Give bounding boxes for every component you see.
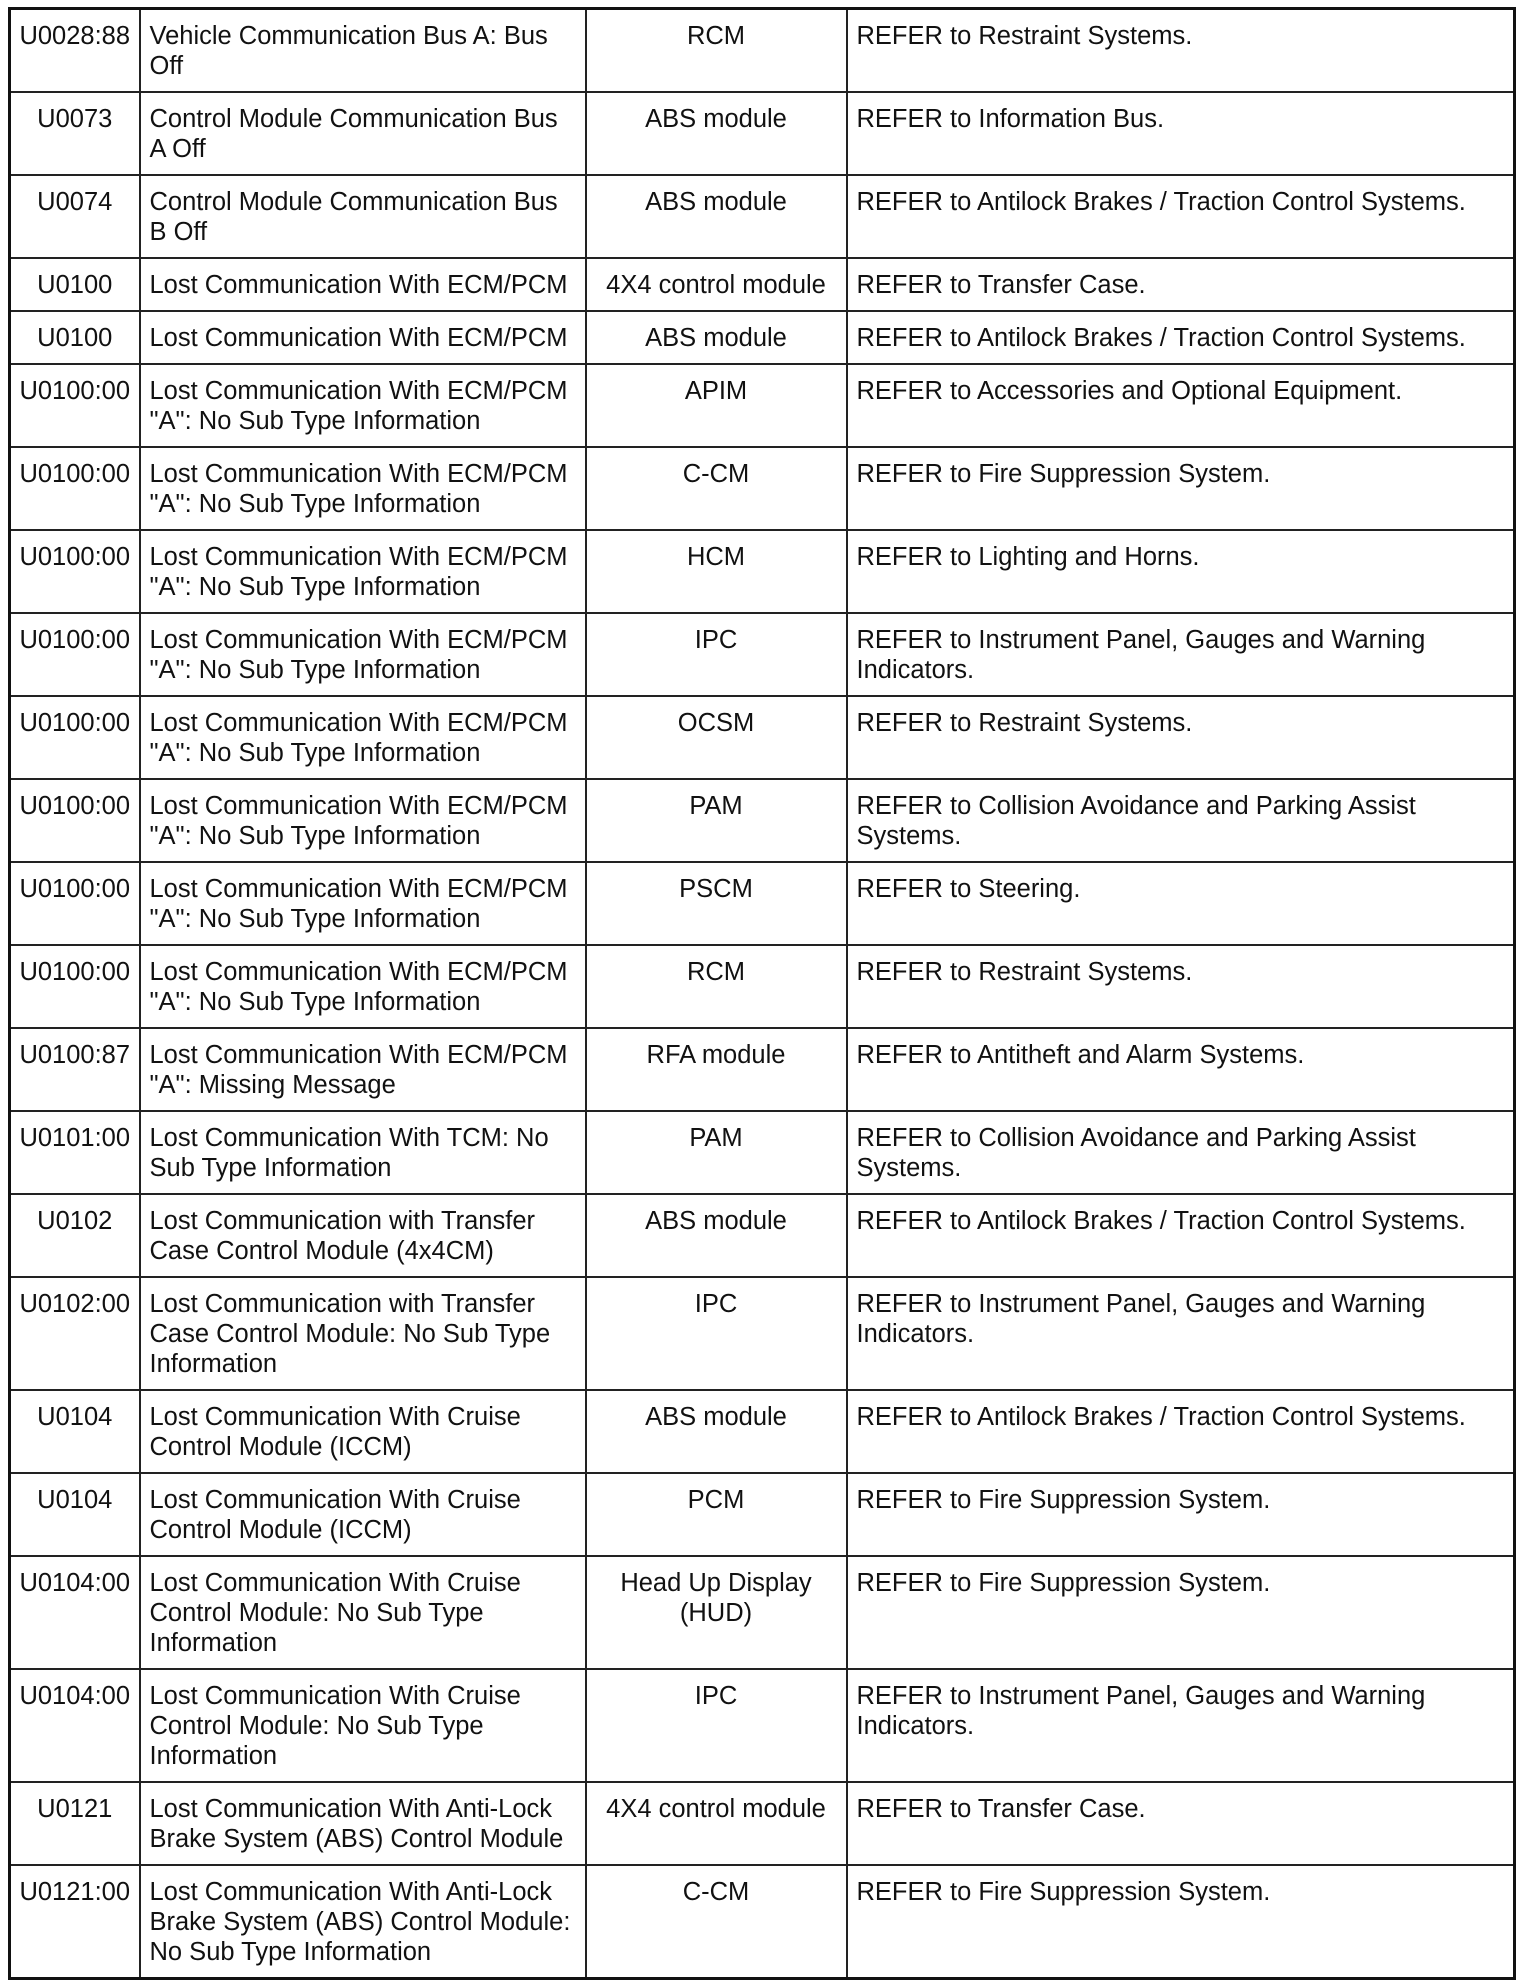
table-row xyxy=(10,1865,1515,1979)
dtc-code: U0100:00 xyxy=(10,696,140,779)
module-name: APIM xyxy=(586,364,847,447)
dtc-code: U0100 xyxy=(10,311,140,364)
table-row xyxy=(10,447,1515,530)
action-text: REFER to Collision Avoidance and Parking Assist Systems. xyxy=(847,779,1515,862)
module-name: 4X4 control module xyxy=(586,1782,847,1865)
action-text: REFER to Steering. xyxy=(847,862,1515,945)
dtc-code: U0100 xyxy=(10,258,140,311)
dtc-description: Lost Communication With Cruise Control Module (ICCM) xyxy=(140,1390,586,1473)
table-row xyxy=(10,258,1515,311)
dtc-description: Lost Communication With Cruise Control Module: No Sub Type Information xyxy=(140,1669,586,1782)
table-row xyxy=(10,1111,1515,1194)
dtc-code: U0100:00 xyxy=(10,364,140,447)
dtc-description: Lost Communication With ECM/PCM "A": No Sub Type Information xyxy=(140,779,586,862)
dtc-code: U0121 xyxy=(10,1782,140,1865)
table-row xyxy=(10,1028,1515,1111)
dtc-code: U0121:00 xyxy=(10,1865,140,1979)
module-name: PAM xyxy=(586,1111,847,1194)
action-text: REFER to Restraint Systems. xyxy=(847,696,1515,779)
action-text: REFER to Transfer Case. xyxy=(847,1782,1515,1865)
table-row xyxy=(10,364,1515,447)
module-name: HCM xyxy=(586,530,847,613)
table-row xyxy=(10,945,1515,1028)
action-text: REFER to Instrument Panel, Gauges and Warning Indicators. xyxy=(847,1277,1515,1390)
action-text: REFER to Fire Suppression System. xyxy=(847,447,1515,530)
module-name: ABS module xyxy=(586,92,847,175)
module-name: PSCM xyxy=(586,862,847,945)
dtc-code: U0100:00 xyxy=(10,862,140,945)
dtc-code: U0100:00 xyxy=(10,779,140,862)
table-row xyxy=(10,1556,1515,1669)
dtc-code: U0102 xyxy=(10,1194,140,1277)
action-text: REFER to Antilock Brakes / Traction Control Systems. xyxy=(847,175,1515,258)
dtc-description: Lost Communication With ECM/PCM "A": No Sub Type Information xyxy=(140,447,586,530)
table-row xyxy=(10,1194,1515,1277)
action-text: REFER to Fire Suppression System. xyxy=(847,1473,1515,1556)
module-name: Head Up Display (HUD) xyxy=(586,1556,847,1669)
table-row xyxy=(10,1782,1515,1865)
table-row xyxy=(10,311,1515,364)
dtc-description: Lost Communication With TCM: No Sub Type Information xyxy=(140,1111,586,1194)
dtc-description: Lost Communication With ECM/PCM xyxy=(140,258,586,311)
action-text: REFER to Instrument Panel, Gauges and Warning Indicators. xyxy=(847,1669,1515,1782)
dtc-code: U0104:00 xyxy=(10,1556,140,1669)
module-name: ABS module xyxy=(586,311,847,364)
dtc-description: Lost Communication With Cruise Control Module: No Sub Type Information xyxy=(140,1556,586,1669)
action-text: REFER to Fire Suppression System. xyxy=(847,1556,1515,1669)
table-row xyxy=(10,696,1515,779)
module-name: 4X4 control module xyxy=(586,258,847,311)
dtc-code: U0100:00 xyxy=(10,613,140,696)
table-row xyxy=(10,1473,1515,1556)
action-text: REFER to Antilock Brakes / Traction Control Systems. xyxy=(847,1194,1515,1277)
module-name: PCM xyxy=(586,1473,847,1556)
dtc-code: U0073 xyxy=(10,92,140,175)
table-row xyxy=(10,1669,1515,1782)
module-name: ABS module xyxy=(586,1390,847,1473)
table-row xyxy=(10,175,1515,258)
dtc-code: U0104 xyxy=(10,1390,140,1473)
dtc-description: Lost Communication With Cruise Control Module (ICCM) xyxy=(140,1473,586,1556)
dtc-description: Lost Communication With ECM/PCM "A": No Sub Type Information xyxy=(140,696,586,779)
dtc-description: Lost Communication With Anti-Lock Brake System (ABS) Control Module xyxy=(140,1782,586,1865)
dtc-description: Lost Communication with Transfer Case Control Module: No Sub Type Information xyxy=(140,1277,586,1390)
dtc-table xyxy=(8,7,1516,1980)
module-name: RCM xyxy=(586,945,847,1028)
module-name: ABS module xyxy=(586,1194,847,1277)
dtc-code: U0104 xyxy=(10,1473,140,1556)
module-name: IPC xyxy=(586,1669,847,1782)
table-row xyxy=(10,1390,1515,1473)
module-name: RCM xyxy=(586,9,847,93)
action-text: REFER to Antilock Brakes / Traction Control Systems. xyxy=(847,1390,1515,1473)
table-row xyxy=(10,862,1515,945)
action-text: REFER to Accessories and Optional Equipment. xyxy=(847,364,1515,447)
action-text: REFER to Instrument Panel, Gauges and Warning Indicators. xyxy=(847,613,1515,696)
module-name: OCSM xyxy=(586,696,847,779)
dtc-code: U0028:88 xyxy=(10,9,140,93)
module-name: ABS module xyxy=(586,175,847,258)
dtc-code: U0102:00 xyxy=(10,1277,140,1390)
table-row xyxy=(10,779,1515,862)
table-row xyxy=(10,613,1515,696)
module-name: RFA module xyxy=(586,1028,847,1111)
dtc-description: Lost Communication With ECM/PCM "A": No Sub Type Information xyxy=(140,945,586,1028)
dtc-description: Lost Communication with Transfer Case Control Module (4x4CM) xyxy=(140,1194,586,1277)
dtc-code: U0100:00 xyxy=(10,945,140,1028)
action-text: REFER to Restraint Systems. xyxy=(847,9,1515,93)
action-text: REFER to Restraint Systems. xyxy=(847,945,1515,1028)
dtc-code: U0101:00 xyxy=(10,1111,140,1194)
dtc-description: Lost Communication With Anti-Lock Brake System (ABS) Control Module: No Sub Type Information xyxy=(140,1865,586,1979)
dtc-description: Lost Communication With ECM/PCM "A": No Sub Type Information xyxy=(140,364,586,447)
table-row xyxy=(10,1277,1515,1390)
dtc-description: Lost Communication With ECM/PCM "A": No Sub Type Information xyxy=(140,862,586,945)
module-name: IPC xyxy=(586,613,847,696)
action-text: REFER to Lighting and Horns. xyxy=(847,530,1515,613)
dtc-description: Lost Communication With ECM/PCM "A": Missing Message xyxy=(140,1028,586,1111)
action-text: REFER to Antitheft and Alarm Systems. xyxy=(847,1028,1515,1111)
table-row xyxy=(10,9,1515,93)
dtc-code: U0100:00 xyxy=(10,530,140,613)
action-text: REFER to Transfer Case. xyxy=(847,258,1515,311)
dtc-code: U0104:00 xyxy=(10,1669,140,1782)
table-row xyxy=(10,530,1515,613)
action-text: REFER to Antilock Brakes / Traction Control Systems. xyxy=(847,311,1515,364)
action-text: REFER to Fire Suppression System. xyxy=(847,1865,1515,1979)
module-name: C-CM xyxy=(586,1865,847,1979)
module-name: C-CM xyxy=(586,447,847,530)
action-text: REFER to Information Bus. xyxy=(847,92,1515,175)
dtc-code: U0074 xyxy=(10,175,140,258)
dtc-code: U0100:87 xyxy=(10,1028,140,1111)
dtc-description: Control Module Communication Bus A Off xyxy=(140,92,586,175)
table-row xyxy=(10,92,1515,175)
module-name: PAM xyxy=(586,779,847,862)
module-name: IPC xyxy=(586,1277,847,1390)
dtc-description: Vehicle Communication Bus A: Bus Off xyxy=(140,9,586,93)
dtc-code: U0100:00 xyxy=(10,447,140,530)
dtc-description: Lost Communication With ECM/PCM xyxy=(140,311,586,364)
dtc-description: Control Module Communication Bus B Off xyxy=(140,175,586,258)
dtc-description: Lost Communication With ECM/PCM "A": No Sub Type Information xyxy=(140,530,586,613)
dtc-description: Lost Communication With ECM/PCM "A": No Sub Type Information xyxy=(140,613,586,696)
action-text: REFER to Collision Avoidance and Parking Assist Systems. xyxy=(847,1111,1515,1194)
